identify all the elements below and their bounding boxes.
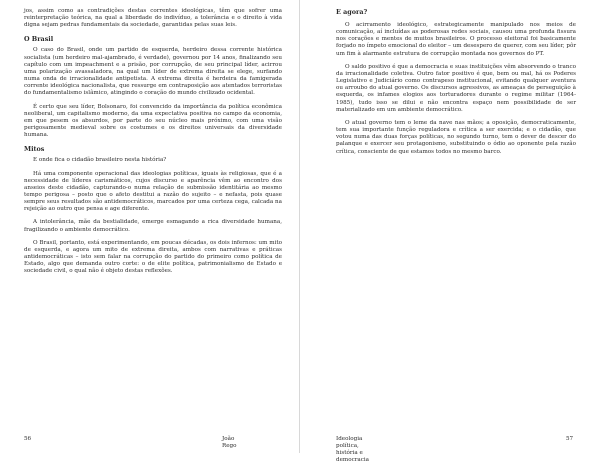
left-page [0, 0, 300, 453]
mitos-paragraph-1: Há uma componente operacional das ideologias políticas, iguais às religiosas, que é a necessidade de líderes carismáticos, cujos discurso e aparência vêm ao encontro dos anseios deste cidadão, capturando-o numa relação de submissão identitária ao mesmo tempo perigosa – posto que o afeto destitui a razão do sujeito – e nefasta, pois quase sempre seus resultados são antidemocráticos, marcados por uma certeza cega, calcada na rejeição ao outro que pensa e age diferente. [24, 170, 282, 213]
right-running-head: Ideologia política, história e democracia [336, 436, 369, 463]
mitos-paragraph-2: A intolerância, mãe da bestialidade, emerge esmagando a rica diversidade humana, fragilizando o ambiente democrático. [24, 219, 282, 233]
section-heading-agora: E agora? [336, 8, 368, 16]
agora-paragraph-2: O saldo positivo é que a democracia e suas instituições vêm absorvendo o tranco da irracionalidade coletiva. Outro fator positivo é que, bem ou mal, há os Poderes Legislativo e Judiciário como contrapeso institucional, evitando qualquer aventura ou arroubo do atual governo. Os discursos agressivos, as ameaças de perseguição à esquerda, os infames elogios aos torturadores durante o regime militar (1964-1985), tudo isso se dilui e não encontra espaço nem possibilidade de ser materializado em um ambiente democrático. [336, 63, 576, 113]
agora-paragraph-1: O acirramento ideológico, estrategicamente manipulado nos meios de comunicação, aí incluídas as poderosas redes sociais, causou uma profunda fissura nos corações e mentes de muitos brasileiros. O processo eleitoral foi basicamente forjado no ímpeto emocional do eleitor – um desespero de querer, com seu líder, pôr um fim à alarmante estrutura de corrupção montada nos governos do PT. [336, 22, 576, 57]
brasil-paragraph-1: O caso do Brasil, onde um partido de esquerda, herdeiro dessa corrente histórica socialista (um herdeiro mal-ajambrado, é verdade), governou por 14 anos, finalizando seu capítulo com um impeachment e a prisão, por corrupção, de seu principal líder, acirrou uma polarização avassaladora, na qual um líder de extrema direita se elege, surfando numa onda de irracionalidade antipetista. A extrema direita é herdeira da famigerada corrente ideológica nacionalista, que ressurge em contraposição aos atentados terroristas do fundamentalismo islâmico, atingindo o coração do mundo civilizado ocidental. [24, 47, 282, 97]
agora-paragraph-3: O atual governo tem o leme da nave nas mãos; a oposição, democraticamente, tem sua importante função reguladora e crítica a ser exercida; e o cidadão, que votou numa das duas forças políticas, no segundo turno, tem o dever de descer do palanque e exercer seu protagonismo, substituindo o ódio ao oponente pela razão crítica, consciente de que estamos todos no mesmo barco. [336, 119, 576, 155]
brasil-paragraph-2: É certo que seu líder, Bolsonaro, foi convencido da importância da política econômica neoliberal, um capitalismo moderno, da uma expectativa positiva no campo da economia, em que pesem os absurdos, por parte do seu núcleo mais próximo, com uma visão perigosamente medieval sobre os costumes e os direitos universais da diversidade humana. [24, 103, 282, 139]
right-page [300, 0, 600, 453]
intro-paragraph: jos, assim como as contradições destas correntes ideológicas, têm que sofrer uma reinterpretação teórica, na qual a liberdade do indivíduo, a tolerância e o direito à vida digna sejam pedras fundamentais da sociedade, garantidas pelas suas leis. [24, 8, 282, 29]
mitos-paragraph-3: O Brasil, portanto, está experimentando, em poucas décadas, os dois infernos: um mito de esquerda, e agora um mito de extrema direita, ambos com narrativas e práticas antidemocráticas – isto sem falar na corrupção do partido do primeiro como política de Estado, algo que demanda outro corte: o de elite política, patrimonialismo de Estado e sociedade civil, o qual não é objeto destas reflexões. [24, 239, 282, 275]
section-heading-mitos: Mitos [24, 145, 45, 154]
right-page-number: 57 [566, 436, 574, 442]
left-running-head: João Rego [222, 436, 237, 449]
left-page-number: 56 [24, 436, 32, 442]
section-heading-brasil: O Brasil [24, 35, 54, 44]
mitos-question: E onde fica o cidadão brasileiro nesta história? [33, 157, 167, 164]
